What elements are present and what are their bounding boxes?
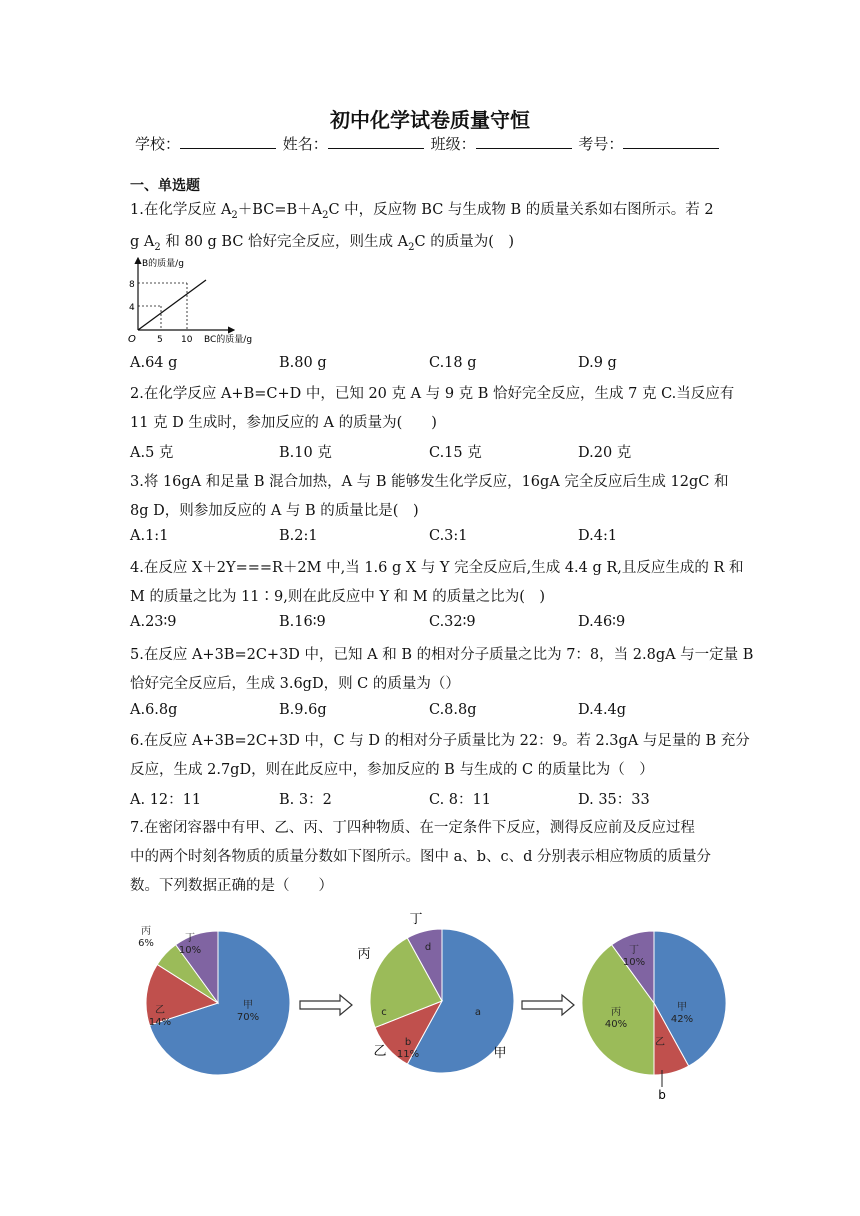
q4-option-c[interactable]: C.32∶9	[429, 614, 476, 630]
exam-no-label: 考号：	[578, 135, 624, 153]
q5-option-d[interactable]: D.4.4g	[578, 702, 627, 718]
q5-line1: 5.在反应 A+3B=2C+3D 中，已知 A 和 B 的相对分子质量之比为 7：8，当 2.8gA 与一定量 B	[130, 647, 754, 663]
pie-label: c	[381, 1007, 387, 1018]
q1-mass-graph	[124, 252, 274, 350]
pie-label: 甲 42%	[670, 1002, 694, 1025]
q7-line2: 中的两个时刻各物质的质量分数如下图所示。图中 a、b、c、d 分别表示相应物质的质量分	[130, 849, 712, 865]
pie-label: 丙 6%	[138, 926, 154, 949]
q2-option-d[interactable]: D.20 克	[578, 445, 632, 461]
pie-category-label: 丙	[357, 947, 371, 962]
q6-line2: 反应，生成 2.7gD，则在此反应中，参加反应的 B 与生成的 C 的质量比为（ ）	[130, 762, 654, 778]
svg-text:BC的质量/g: BC的质量/g	[204, 335, 253, 345]
pie-category-label: 甲	[493, 1046, 507, 1061]
school-label: 学校：	[135, 135, 181, 153]
svg-text:8: 8	[129, 280, 135, 290]
q1-option-c[interactable]: C.18 g	[429, 355, 477, 371]
q4-line1: 4.在反应 X＋2Y===R＋2M 中,当 1.6 g X 与 Y 完全反应后,生成 4.4 g R,且反应生成的 R 和	[130, 560, 744, 576]
q5-option-b[interactable]: B.9.6g	[279, 702, 327, 718]
q2-line1: 2.在化学反应 A+B=C+D 中，已知 20 克 A 与 9 克 B 恰好完全反应，生成 7 克 C.当反应有	[130, 386, 735, 402]
svg-text:4: 4	[129, 303, 135, 313]
q7-pie-charts	[130, 905, 740, 1105]
q7-line3: 数。下列数据正确的是（ ）	[130, 878, 333, 894]
q2-option-a[interactable]: A.5 克	[130, 445, 174, 461]
svg-text:O: O	[128, 334, 136, 345]
q3-option-c[interactable]: C.3:1	[429, 528, 468, 544]
q5-option-c[interactable]: C.8.8g	[429, 702, 477, 718]
svg-text:B的质量/g: B的质量/g	[142, 259, 184, 269]
q1-line2: g $A_2$ 和 80 g BC 恰好完全反应，则生成 $A_2C$ 的质量为( )	[130, 234, 515, 253]
q6-line1: 6.在反应 A+3B=2C+3D 中，C 与 D 的相对分子质量比为 22：9。若 2.3gA 与足量的 B 充分	[130, 733, 750, 749]
arrow-icon	[522, 995, 574, 1015]
q7-line1: 7.在密闭容器中有甲、乙、丙、丁四种物质、在一定条件下反应，测得反应前及反应过程	[130, 820, 695, 836]
pie-category-label: 乙	[373, 1044, 387, 1059]
pie-label: 乙	[655, 1037, 665, 1048]
pie-chart-during	[357, 912, 514, 1073]
school-blank	[180, 134, 276, 149]
q2-option-c[interactable]: C.15 克	[429, 445, 482, 461]
pie-label: 丁 10%	[622, 945, 646, 968]
q4-option-a[interactable]: A.23∶9	[130, 614, 177, 630]
pie-label: 丁 10%	[178, 933, 202, 956]
name-label: 姓名：	[282, 135, 328, 153]
class-blank	[476, 134, 572, 149]
pie-label: b 11%	[396, 1037, 420, 1060]
q6-option-c[interactable]: C. 8：11	[429, 792, 491, 808]
q2-option-b[interactable]: B.10 克	[279, 445, 332, 461]
pie-label: d	[424, 942, 432, 953]
q4-line2: M 的质量之比为 11∶9,则在此反应中 Y 和 M 的质量之比为( )	[130, 589, 546, 605]
section-heading: 一、单选题	[130, 178, 200, 194]
q1-option-a[interactable]: A.64 g	[130, 355, 178, 371]
q5-line2: 恰好完全反应后，生成 3.6gD，则 C 的质量为（）	[130, 676, 460, 692]
arrow-icon	[300, 995, 352, 1015]
name-blank	[328, 134, 424, 149]
q3-option-a[interactable]: A.1:1	[130, 528, 169, 544]
q4-option-b[interactable]: B.16∶9	[279, 614, 326, 630]
q1-option-b[interactable]: B.80 g	[279, 355, 327, 371]
q3-option-d[interactable]: D.4:1	[578, 528, 618, 544]
q4-option-d[interactable]: D.46∶9	[578, 614, 626, 630]
pie-extra-label: b	[658, 1088, 666, 1102]
svg-text:5: 5	[157, 335, 163, 345]
q6-option-d[interactable]: D. 35：33	[578, 792, 650, 808]
pie-category-label: 丁	[409, 912, 423, 927]
q5-option-a[interactable]: A.6.8g	[130, 702, 178, 718]
q3-line1: 3.将 16gA 和足量 B 混合加热，A 与 B 能够发生化学反应，16gA 完全反应后生成 12gC 和	[130, 474, 729, 490]
q6-option-a[interactable]: A. 12：11	[130, 792, 202, 808]
q2-line2: 11 克 D 生成时，参加反应的 A 的质量为( )	[130, 415, 437, 431]
pie-label: 甲 70%	[236, 1000, 260, 1023]
pie-label: 乙 14%	[148, 1005, 172, 1028]
pie-label: a	[474, 1007, 482, 1018]
pie-chart-before	[138, 925, 290, 1075]
exam-no-blank	[623, 134, 719, 149]
pie-label: 丙 40%	[604, 1007, 628, 1030]
q3-option-b[interactable]: B.2:1	[279, 528, 318, 544]
pie-chart-after	[582, 931, 726, 1102]
page-title: 初中化学试卷质量守恒	[330, 108, 530, 132]
svg-text:10: 10	[181, 335, 193, 345]
student-info-line	[135, 133, 721, 154]
q3-line2: 8g D，则参加反应的 A 与 B 的质量比是( )	[130, 503, 419, 519]
class-label: 班级：	[430, 135, 476, 153]
q1-line1: 1.在化学反应 $A_2+BC=B+A_2C$ 中，反应物 BC 与生成物 B 的质量关系如右图所示。若 2	[130, 202, 714, 221]
q6-option-b[interactable]: B. 3：2	[279, 792, 332, 808]
q1-option-d[interactable]: D.9 g	[578, 355, 617, 371]
